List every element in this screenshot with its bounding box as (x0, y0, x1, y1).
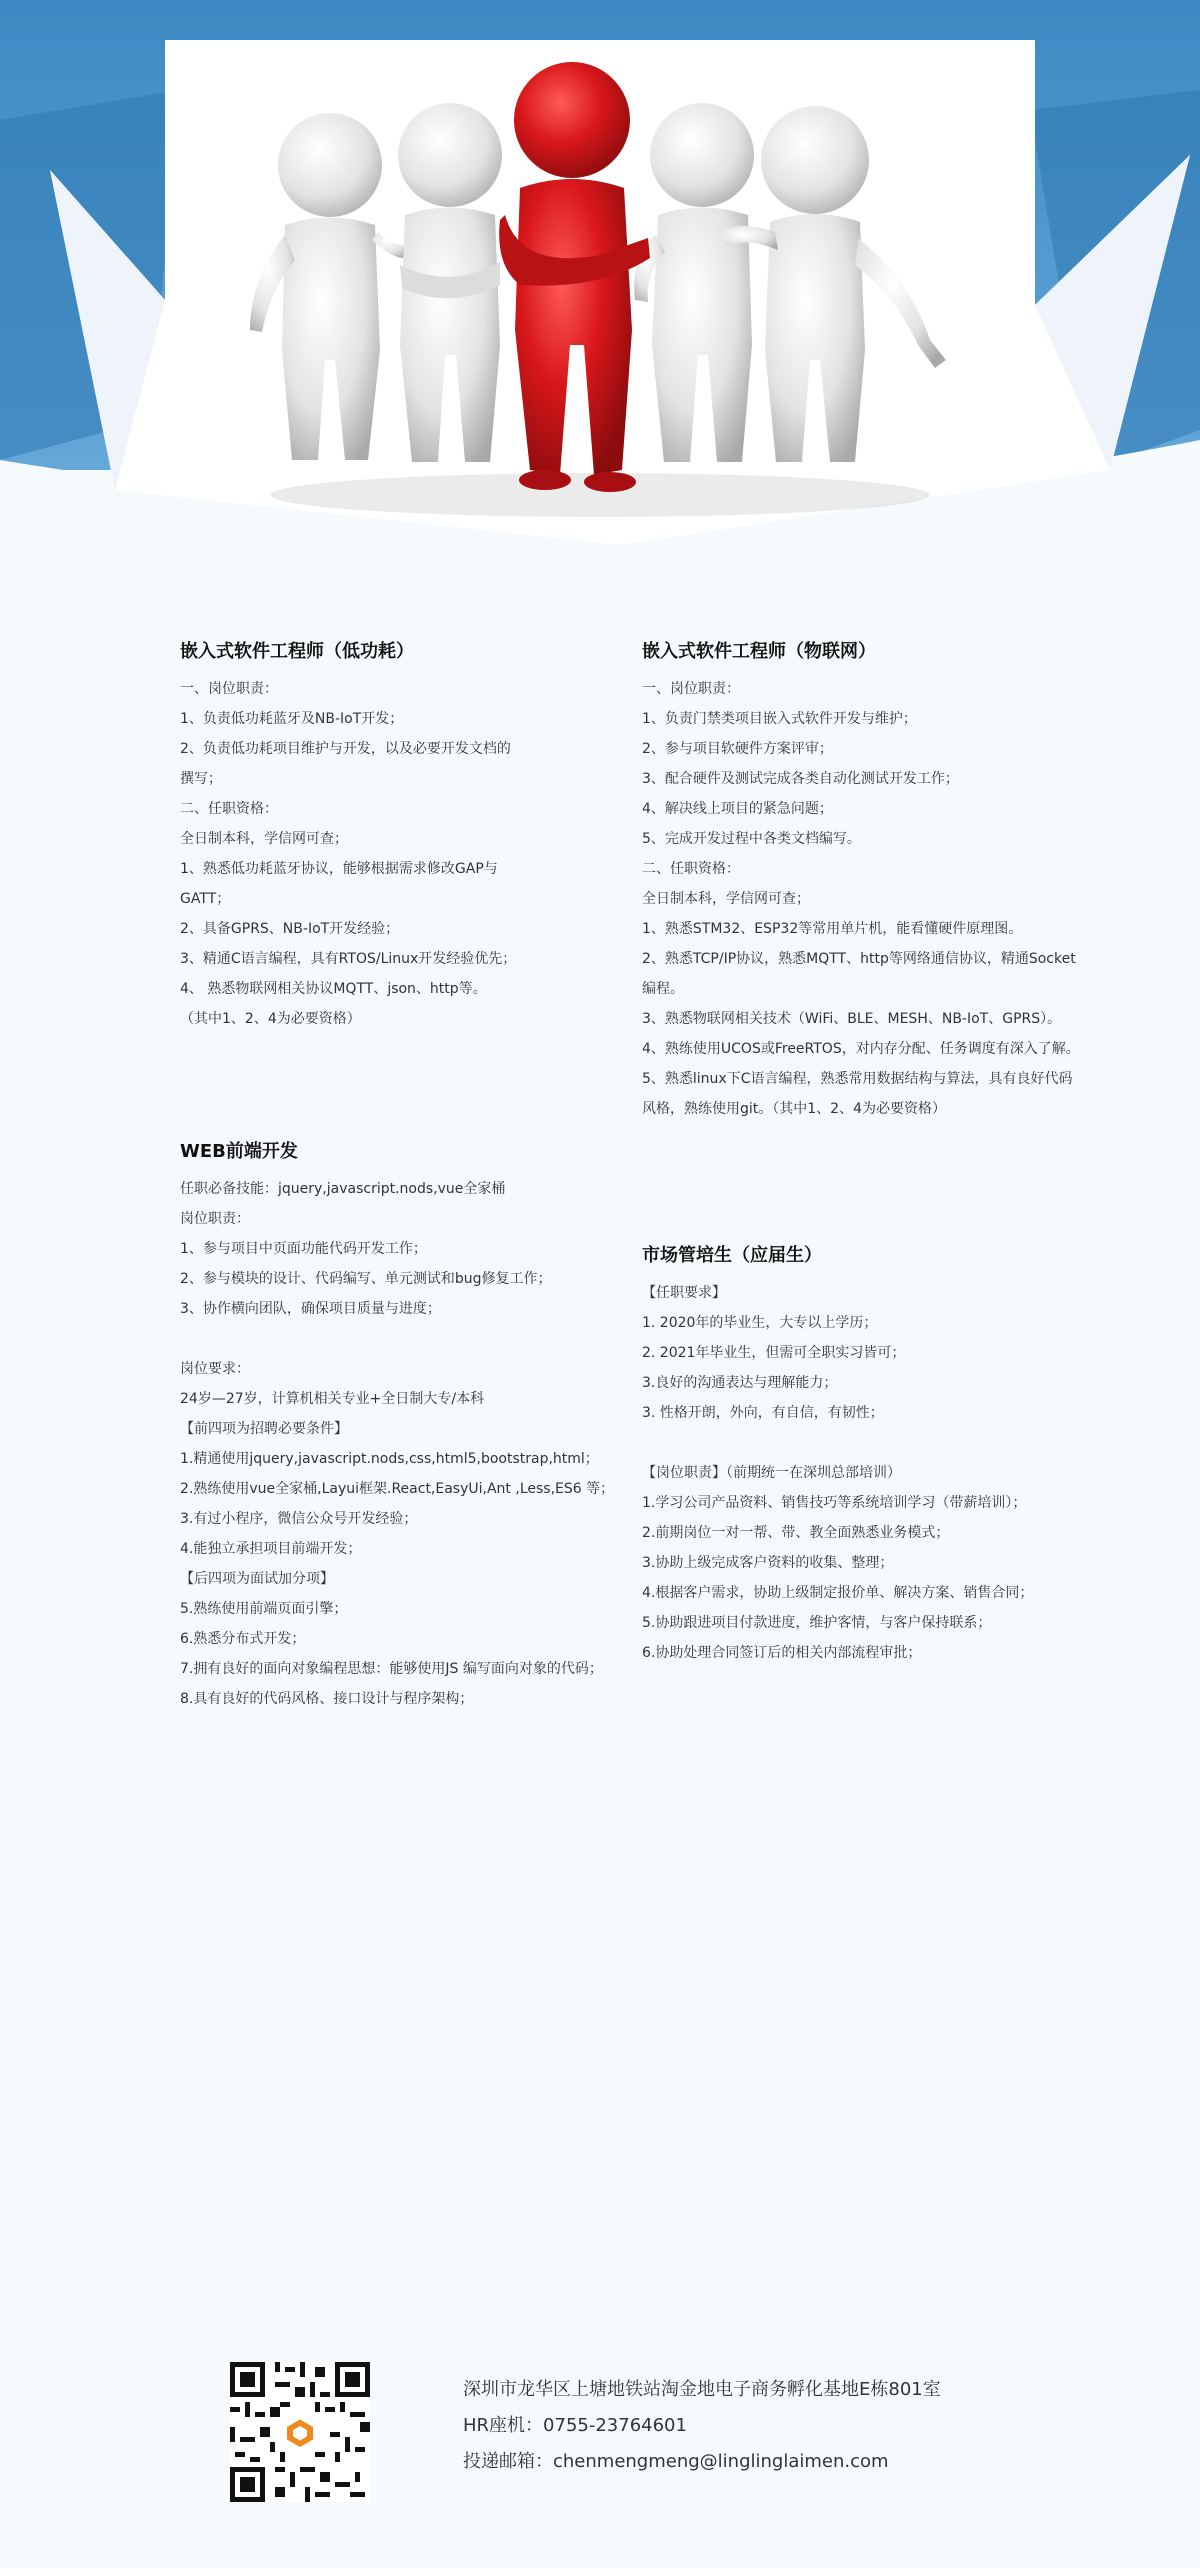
job-line: 4.能独立承担项目前端开发； (180, 1541, 362, 1557)
job-line: 任职必备技能：jquery,javascript.nods,vue全家桶 (180, 1181, 506, 1197)
job-title: WEB前端开发 (180, 1141, 298, 1162)
job-line: 4、 熟悉物联网相关协议MQTT、json、http等。 (180, 981, 487, 997)
job-line: 2. 2021年毕业生，但需可全职实习皆可； (642, 1345, 906, 1361)
job-line: 4、熟练使用UCOS或FreeRTOS，对内存分配、任务调度有深入了解。 (642, 1041, 1080, 1057)
job-line: GATT； (180, 891, 231, 907)
job-line: 编程。 (642, 981, 684, 997)
job-line: 岗位职责： (180, 1211, 250, 1227)
contact-info (463, 2372, 941, 2480)
job-line: 2.前期岗位一对一帮、带、教全面熟悉业务模式； (642, 1525, 950, 1541)
job-line: 2、具备GPRS、NB-IoT开发经验； (180, 921, 400, 937)
job-line: 1、负责低功耗蓝牙及NB-IoT开发； (180, 711, 404, 727)
job-line: 1.学习公司产品资料、销售技巧等系统培训学习（带薪培训）； (642, 1495, 1027, 1511)
job-line: 【后四项为面试加分项】 (180, 1571, 334, 1587)
job-line: 一、岗位职责： (642, 681, 740, 697)
job-line: 2、负责低功耗项目维护与开发，以及必要开发文档的 (180, 741, 511, 757)
job-line: 1.精通使用jquery,javascript.nods,css,html5,bootstrap,html； (180, 1451, 599, 1467)
job-embedded-low-power (180, 634, 620, 1034)
email-text[interactable]: 投递邮箱：chenmengmeng@linglinglaimen.com (463, 2451, 889, 2472)
job-line: 4、解决线上项目的紧急问题； (642, 801, 833, 817)
job-line: 3.有过小程序，微信公众号开发经验； (180, 1511, 418, 1527)
job-line: 4.根据客户需求，协助上级制定报价单、解决方案、销售合同； (642, 1585, 1034, 1601)
job-title: 嵌入式软件工程师（低功耗） (180, 641, 414, 662)
job-line: 5、熟悉linux下C语言编程，熟悉常用数据结构与算法，具有良好代码 (642, 1071, 1073, 1087)
job-line: 2.熟练使用vue全家桶,Layui框架.React,EasyUi,Ant ,Less,ES6 等； (180, 1481, 615, 1497)
job-line: 1、熟悉STM32、ESP32等常用单片机，能看懂硬件原理图。 (642, 921, 1023, 937)
job-line: 岗位要求： (180, 1361, 250, 1377)
job-line: 8.具有良好的代码风格、接口设计与程序架构； (180, 1691, 474, 1707)
job-line-spacer (180, 1324, 620, 1354)
hero-banner (0, 0, 1200, 560)
job-line: 【前四项为招聘必要条件】 (180, 1421, 348, 1437)
job-line: 7.拥有良好的面向对象编程思想：能够使用JS 编写面向对象的代码； (180, 1661, 603, 1677)
job-line: 24岁—27岁，计算机相关专业+全日制大专/本科 (180, 1391, 485, 1407)
job-line: 2、参与模块的设计、代码编写、单元测试和bug修复工作； (180, 1271, 552, 1287)
job-line: 3.协助上级完成客户资料的收集、整理； (642, 1555, 894, 1571)
job-line: 二、任职资格： (180, 801, 278, 817)
qr-code-icon[interactable] (230, 2362, 370, 2502)
job-line: 6.熟悉分布式开发； (180, 1631, 306, 1647)
job-line: 1、参与项目中页面功能代码开发工作； (180, 1241, 427, 1257)
job-title: 市场管培生（应届生） (642, 1245, 822, 1266)
job-title: 嵌入式软件工程师（物联网） (642, 641, 876, 662)
job-line: 【任职要求】 (642, 1285, 726, 1301)
job-line: 一、岗位职责： (180, 681, 278, 697)
job-line: 3、协作横向团队，确保项目质量与进度； (180, 1301, 441, 1317)
job-line: 5.熟练使用前端页面引擎； (180, 1601, 348, 1617)
phone-text: HR座机：0755-23764601 (463, 2415, 687, 2436)
job-line: 风格，熟练使用git。（其中1、2、4为必要资格） (642, 1101, 946, 1117)
job-line: 全日制本科，学信网可查； (642, 891, 810, 907)
job-line: 3. 性格开朗，外向，有自信，有韧性； (642, 1405, 884, 1421)
job-line: 1、负责门禁类项目嵌入式软件开发与维护； (642, 711, 917, 727)
job-line: 3、精通C语言编程，具有RTOS/Linux开发经验优先； (180, 951, 517, 967)
job-line: 撰写； (180, 771, 222, 787)
job-line: 二、任职资格： (642, 861, 740, 877)
job-line: 3、熟悉物联网相关技术（WiFi、BLE、MESH、NB-IoT、GPRS）。 (642, 1011, 1062, 1027)
job-line: 全日制本科，学信网可查； (180, 831, 348, 847)
job-line: 【岗位职责】（前期统一在深圳总部培训） (642, 1465, 901, 1481)
job-line: 6.协助处理合同签订后的相关内部流程审批； (642, 1645, 922, 1661)
job-line: 5、完成开发过程中各类文档编写。 (642, 831, 861, 847)
hero-illustration (0, 0, 1200, 560)
job-marketing-trainee (642, 1238, 1102, 1668)
job-line: 5.协助跟进项目付款进度，维护客情，与客户保持联系； (642, 1615, 992, 1631)
job-line-spacer (642, 1428, 1102, 1458)
job-line: 1、熟悉低功耗蓝牙协议，能够根据需求修改GAP与 (180, 861, 498, 877)
job-line: （其中1、2、4为必要资格） (180, 1011, 361, 1027)
job-web-frontend (180, 1134, 620, 1714)
job-line: 2、参与项目软硬件方案评审； (642, 741, 833, 757)
address-text: 深圳市龙华区上塘地铁站淘金地电子商务孵化基地E栋801室 (463, 2379, 941, 2400)
job-line: 3.良好的沟通表达与理解能力； (642, 1375, 838, 1391)
job-embedded-iot (642, 634, 1102, 1124)
job-line: 1. 2020年的毕业生，大专以上学历； (642, 1315, 878, 1331)
job-line: 2、熟悉TCP/IP协议，熟悉MQTT、http等网络通信协议，精通Socket (642, 951, 1076, 967)
job-line: 3、配合硬件及测试完成各类自动化测试开发工作； (642, 771, 959, 787)
